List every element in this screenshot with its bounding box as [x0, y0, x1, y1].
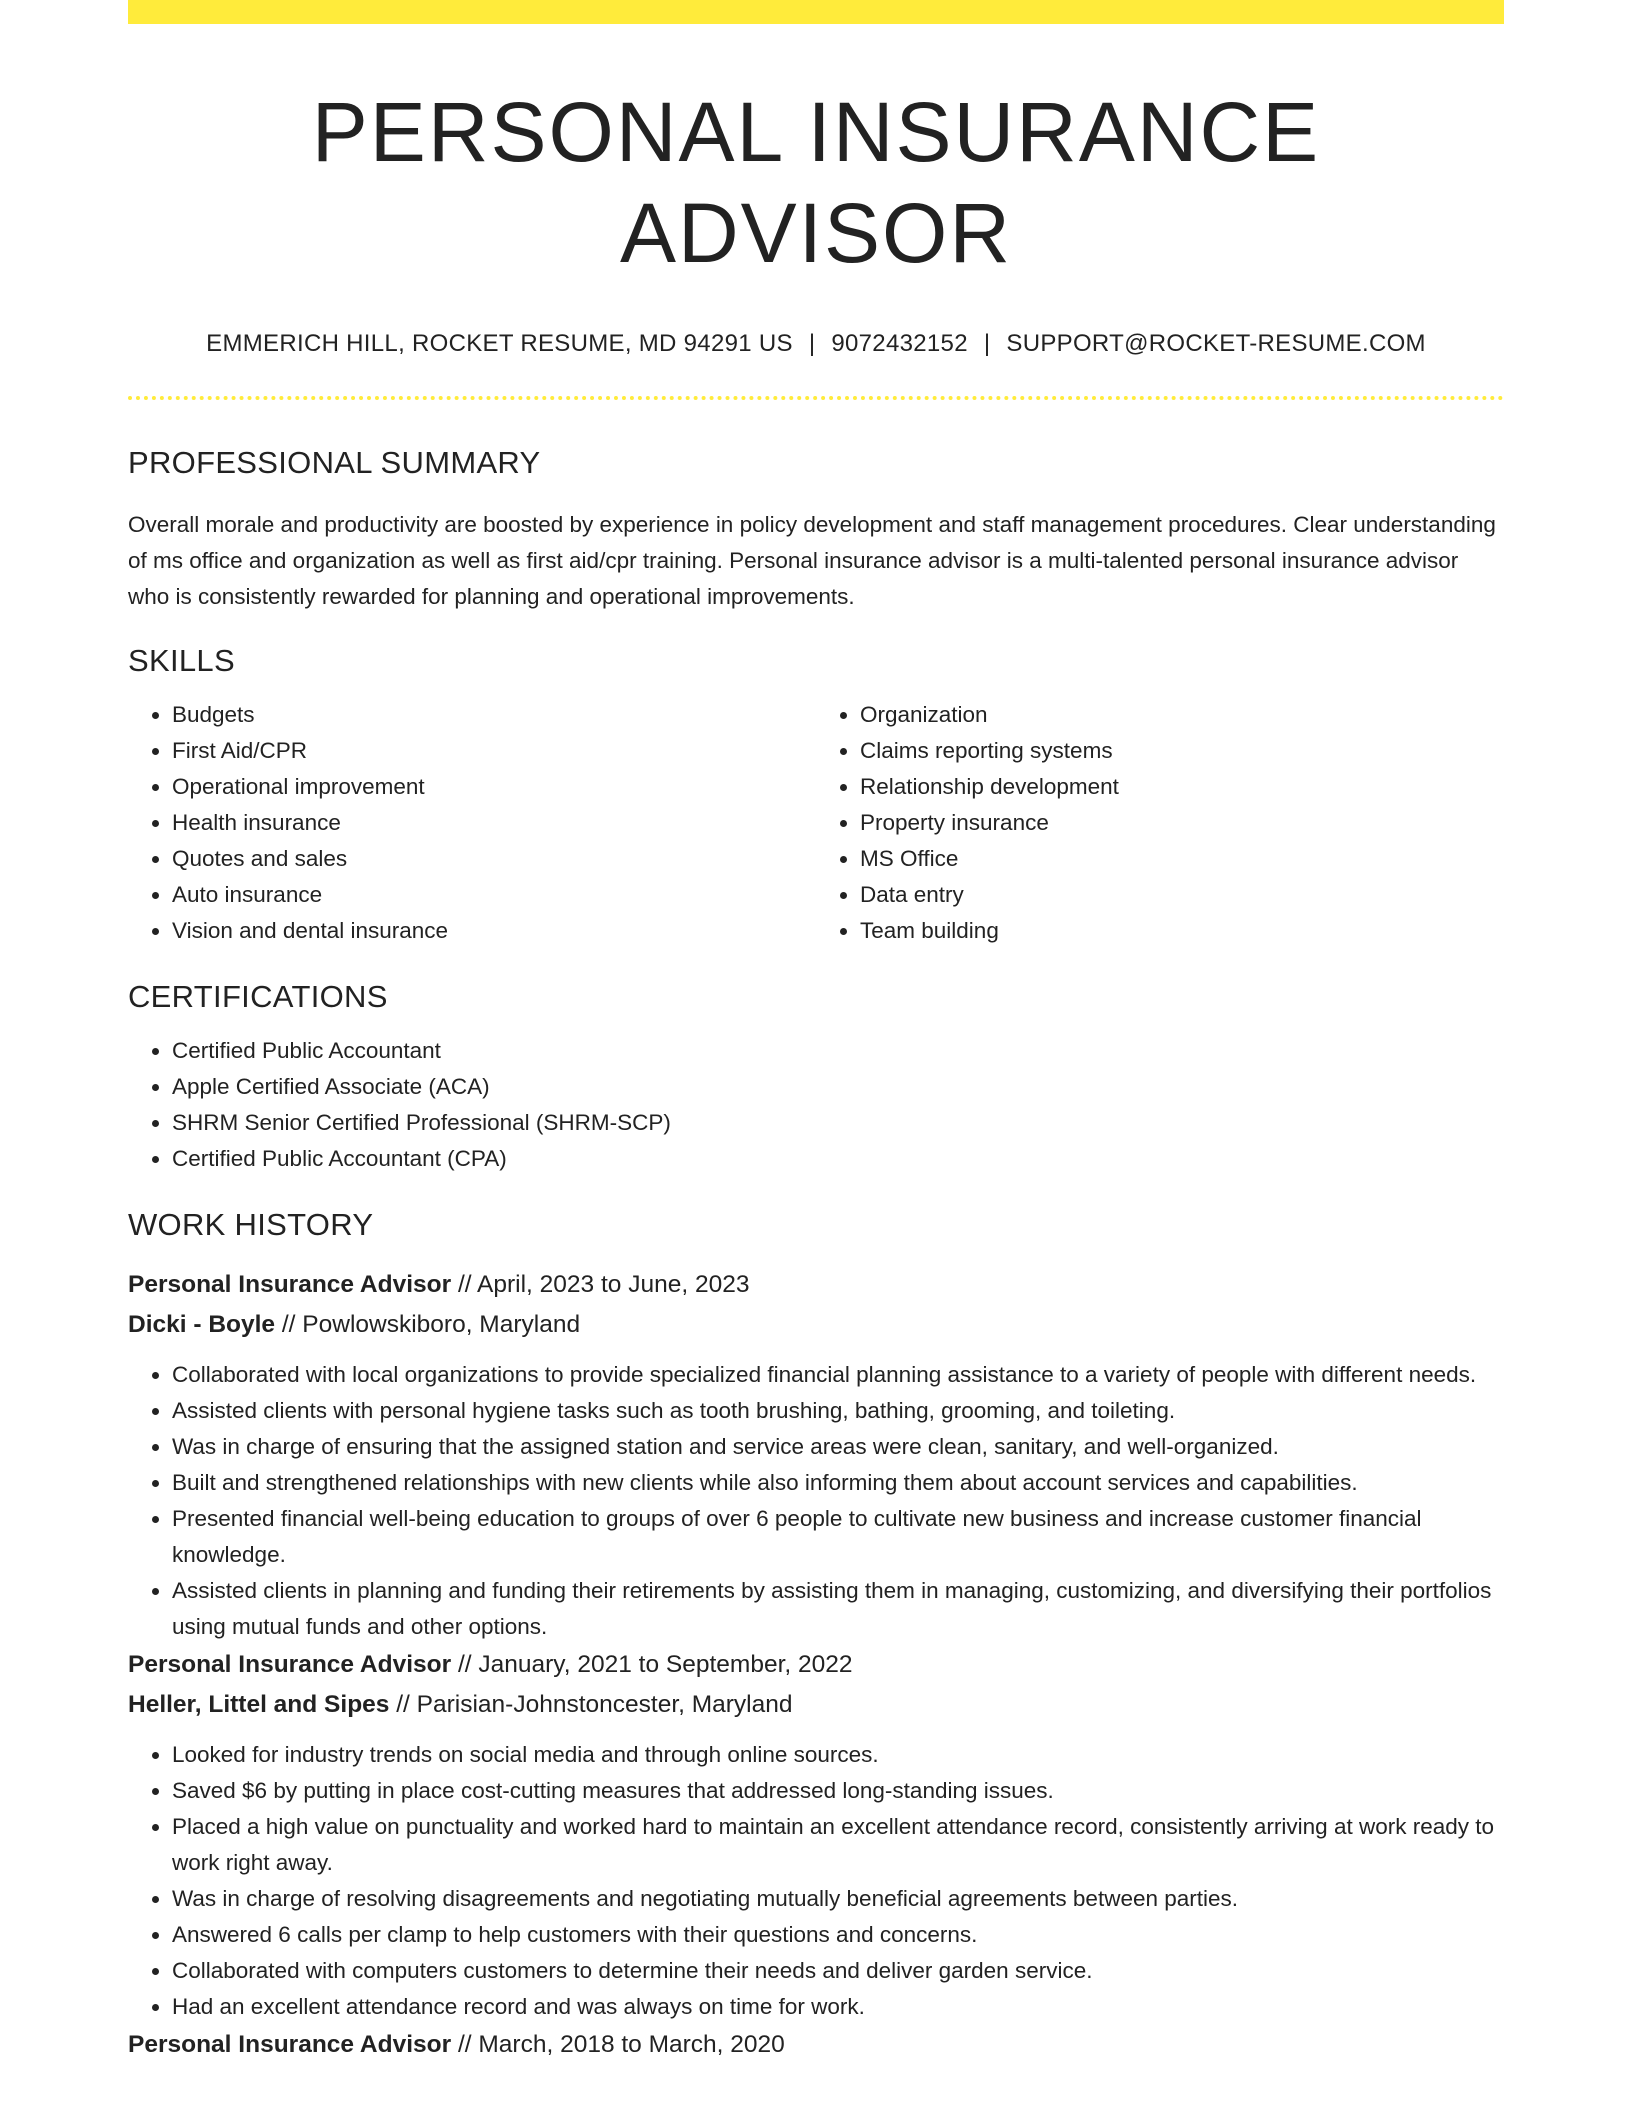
- job-bullet: • Presented financial well-being education to groups of over 6 people to cultivate new business and increase customer financial knowledge.: [172, 1501, 1504, 1573]
- job-bullet: • Saved $6 by putting in place cost-cutting measures that addressed long-standing issues.: [172, 1773, 1504, 1809]
- work-history-section: [128, 1207, 1504, 2065]
- contact-separator: |: [983, 329, 991, 357]
- job-company: Dicki - Boyle: [128, 1310, 276, 1338]
- job-bullet: • Answered 6 calls per clamp to help customers with their questions and concerns.: [172, 1917, 1504, 1953]
- certification-item: • SHRM Senior Certified Professional (SHRM-SCP): [172, 1105, 1504, 1141]
- skill-item: • Quotes and sales: [172, 841, 816, 877]
- skill-item: • Property insurance: [860, 805, 1504, 841]
- job-company-line: [128, 1305, 1504, 1345]
- job-bullet: • Placed a high value on punctuality and worked hard to maintain an excellent attendance record, consistently arriving at work ready to work right away.: [172, 1809, 1504, 1881]
- certifications-section: [128, 979, 1504, 1177]
- job-bullets: [128, 1737, 1504, 2025]
- contact-separator: |: [808, 329, 816, 357]
- skills-columns: [128, 697, 1504, 949]
- section-heading: SKILLS: [128, 642, 235, 678]
- skill-item: • First Aid/CPR: [172, 733, 816, 769]
- job-title: Personal Insurance Advisor: [128, 2030, 452, 2058]
- skill-item: • Organization: [860, 697, 1504, 733]
- job-location: // Parisian-Johnstoncester, Maryland: [389, 1690, 793, 1718]
- resume-page: [128, 0, 1504, 2065]
- summary-section: [128, 445, 1504, 615]
- job-title: Personal Insurance Advisor: [128, 1270, 452, 1298]
- skill-item: • Health insurance: [172, 805, 816, 841]
- job-bullet: • Looked for industry trends on social media and through online sources.: [172, 1737, 1504, 1773]
- job-title-line: [128, 1265, 1504, 1305]
- job-bullet: • Assisted clients in planning and funding their retirements by assisting them in managing, customizing, and diversifying their portfolios using mutual funds and other options.: [172, 1573, 1504, 1645]
- contact-phone: 9072432152: [831, 329, 968, 357]
- dotted-divider: [128, 396, 1504, 400]
- job-location: // Powlowskiboro, Maryland: [275, 1310, 581, 1338]
- certification-item: • Apple Certified Associate (ACA): [172, 1069, 1504, 1105]
- job-entry: [128, 1265, 1504, 1645]
- certifications-list: [128, 1033, 1504, 1177]
- skill-item: • Operational improvement: [172, 769, 816, 805]
- skill-item: • Team building: [860, 913, 1504, 949]
- section-heading: CERTIFICATIONS: [128, 978, 388, 1014]
- summary-text: Overall morale and productivity are boosted by experience in policy development and staff management procedures. Clear understanding of ms office and organization as well as first aid/cpr training. Personal insurance advisor is a multi-talented personal insurance advisor who is consistently rewarded for planning and operational improvements.: [128, 511, 1496, 609]
- section-heading: WORK HISTORY: [128, 1206, 374, 1242]
- job-bullet: • Assisted clients with personal hygiene tasks such as tooth brushing, bathing, grooming, and toileting.: [172, 1393, 1504, 1429]
- job-dates: // April, 2023 to June, 2023: [451, 1270, 750, 1298]
- skill-item: • Claims reporting systems: [860, 733, 1504, 769]
- job-bullets: [128, 1357, 1504, 1645]
- job-bullet: • Had an excellent attendance record and was always on time for work.: [172, 1989, 1504, 2025]
- job-dates: // March, 2018 to March, 2020: [451, 2030, 785, 2058]
- job-title-line: [128, 2025, 1504, 2065]
- contact-address: EMMERICH HILL, ROCKET RESUME, MD 94291 US: [206, 329, 793, 357]
- job-bullet: • Built and strengthened relationships with new clients while also informing them about account services and capabilities.: [172, 1465, 1504, 1501]
- skill-item: • Vision and dental insurance: [172, 913, 816, 949]
- certification-item: • Certified Public Accountant: [172, 1033, 1504, 1069]
- job-entry: [128, 1645, 1504, 2025]
- top-accent-bar: [128, 0, 1504, 24]
- section-heading: PROFESSIONAL SUMMARY: [128, 444, 541, 480]
- job-bullet: • Was in charge of resolving disagreements and negotiating mutually beneficial agreements between parties.: [172, 1881, 1504, 1917]
- certification-item: • Certified Public Accountant (CPA): [172, 1141, 1504, 1177]
- skills-section: [128, 643, 1504, 949]
- job-dates: // January, 2021 to September, 2022: [451, 1650, 853, 1678]
- job-title: Personal Insurance Advisor: [128, 1650, 452, 1678]
- job-bullet: • Collaborated with computers customers to determine their needs and deliver garden service.: [172, 1953, 1504, 1989]
- skill-item: • Auto insurance: [172, 877, 816, 913]
- job-title-line: [128, 1645, 1504, 1685]
- job-bullet: • Was in charge of ensuring that the assigned station and service areas were clean, sanitary, and well-organized.: [172, 1429, 1504, 1465]
- contact-email: SUPPORT@ROCKET-RESUME.COM: [1006, 329, 1426, 357]
- skill-item: • MS Office: [860, 841, 1504, 877]
- skill-item: • Relationship development: [860, 769, 1504, 805]
- job-company: Heller, Littel and Sipes: [128, 1690, 390, 1718]
- job-entry: [128, 2025, 1504, 2065]
- job-company-line: [128, 1685, 1504, 1725]
- skill-item: • Data entry: [860, 877, 1504, 913]
- skills-left-list: [128, 697, 816, 949]
- job-bullet: • Collaborated with local organizations to provide specialized financial planning assistance to a variety of people with different needs.: [172, 1357, 1504, 1393]
- contact-line: [128, 330, 1504, 358]
- skill-item: • Budgets: [172, 697, 816, 733]
- skills-right-list: [816, 697, 1504, 949]
- resume-title: PERSONAL INSURANCE ADVISOR: [311, 85, 1321, 280]
